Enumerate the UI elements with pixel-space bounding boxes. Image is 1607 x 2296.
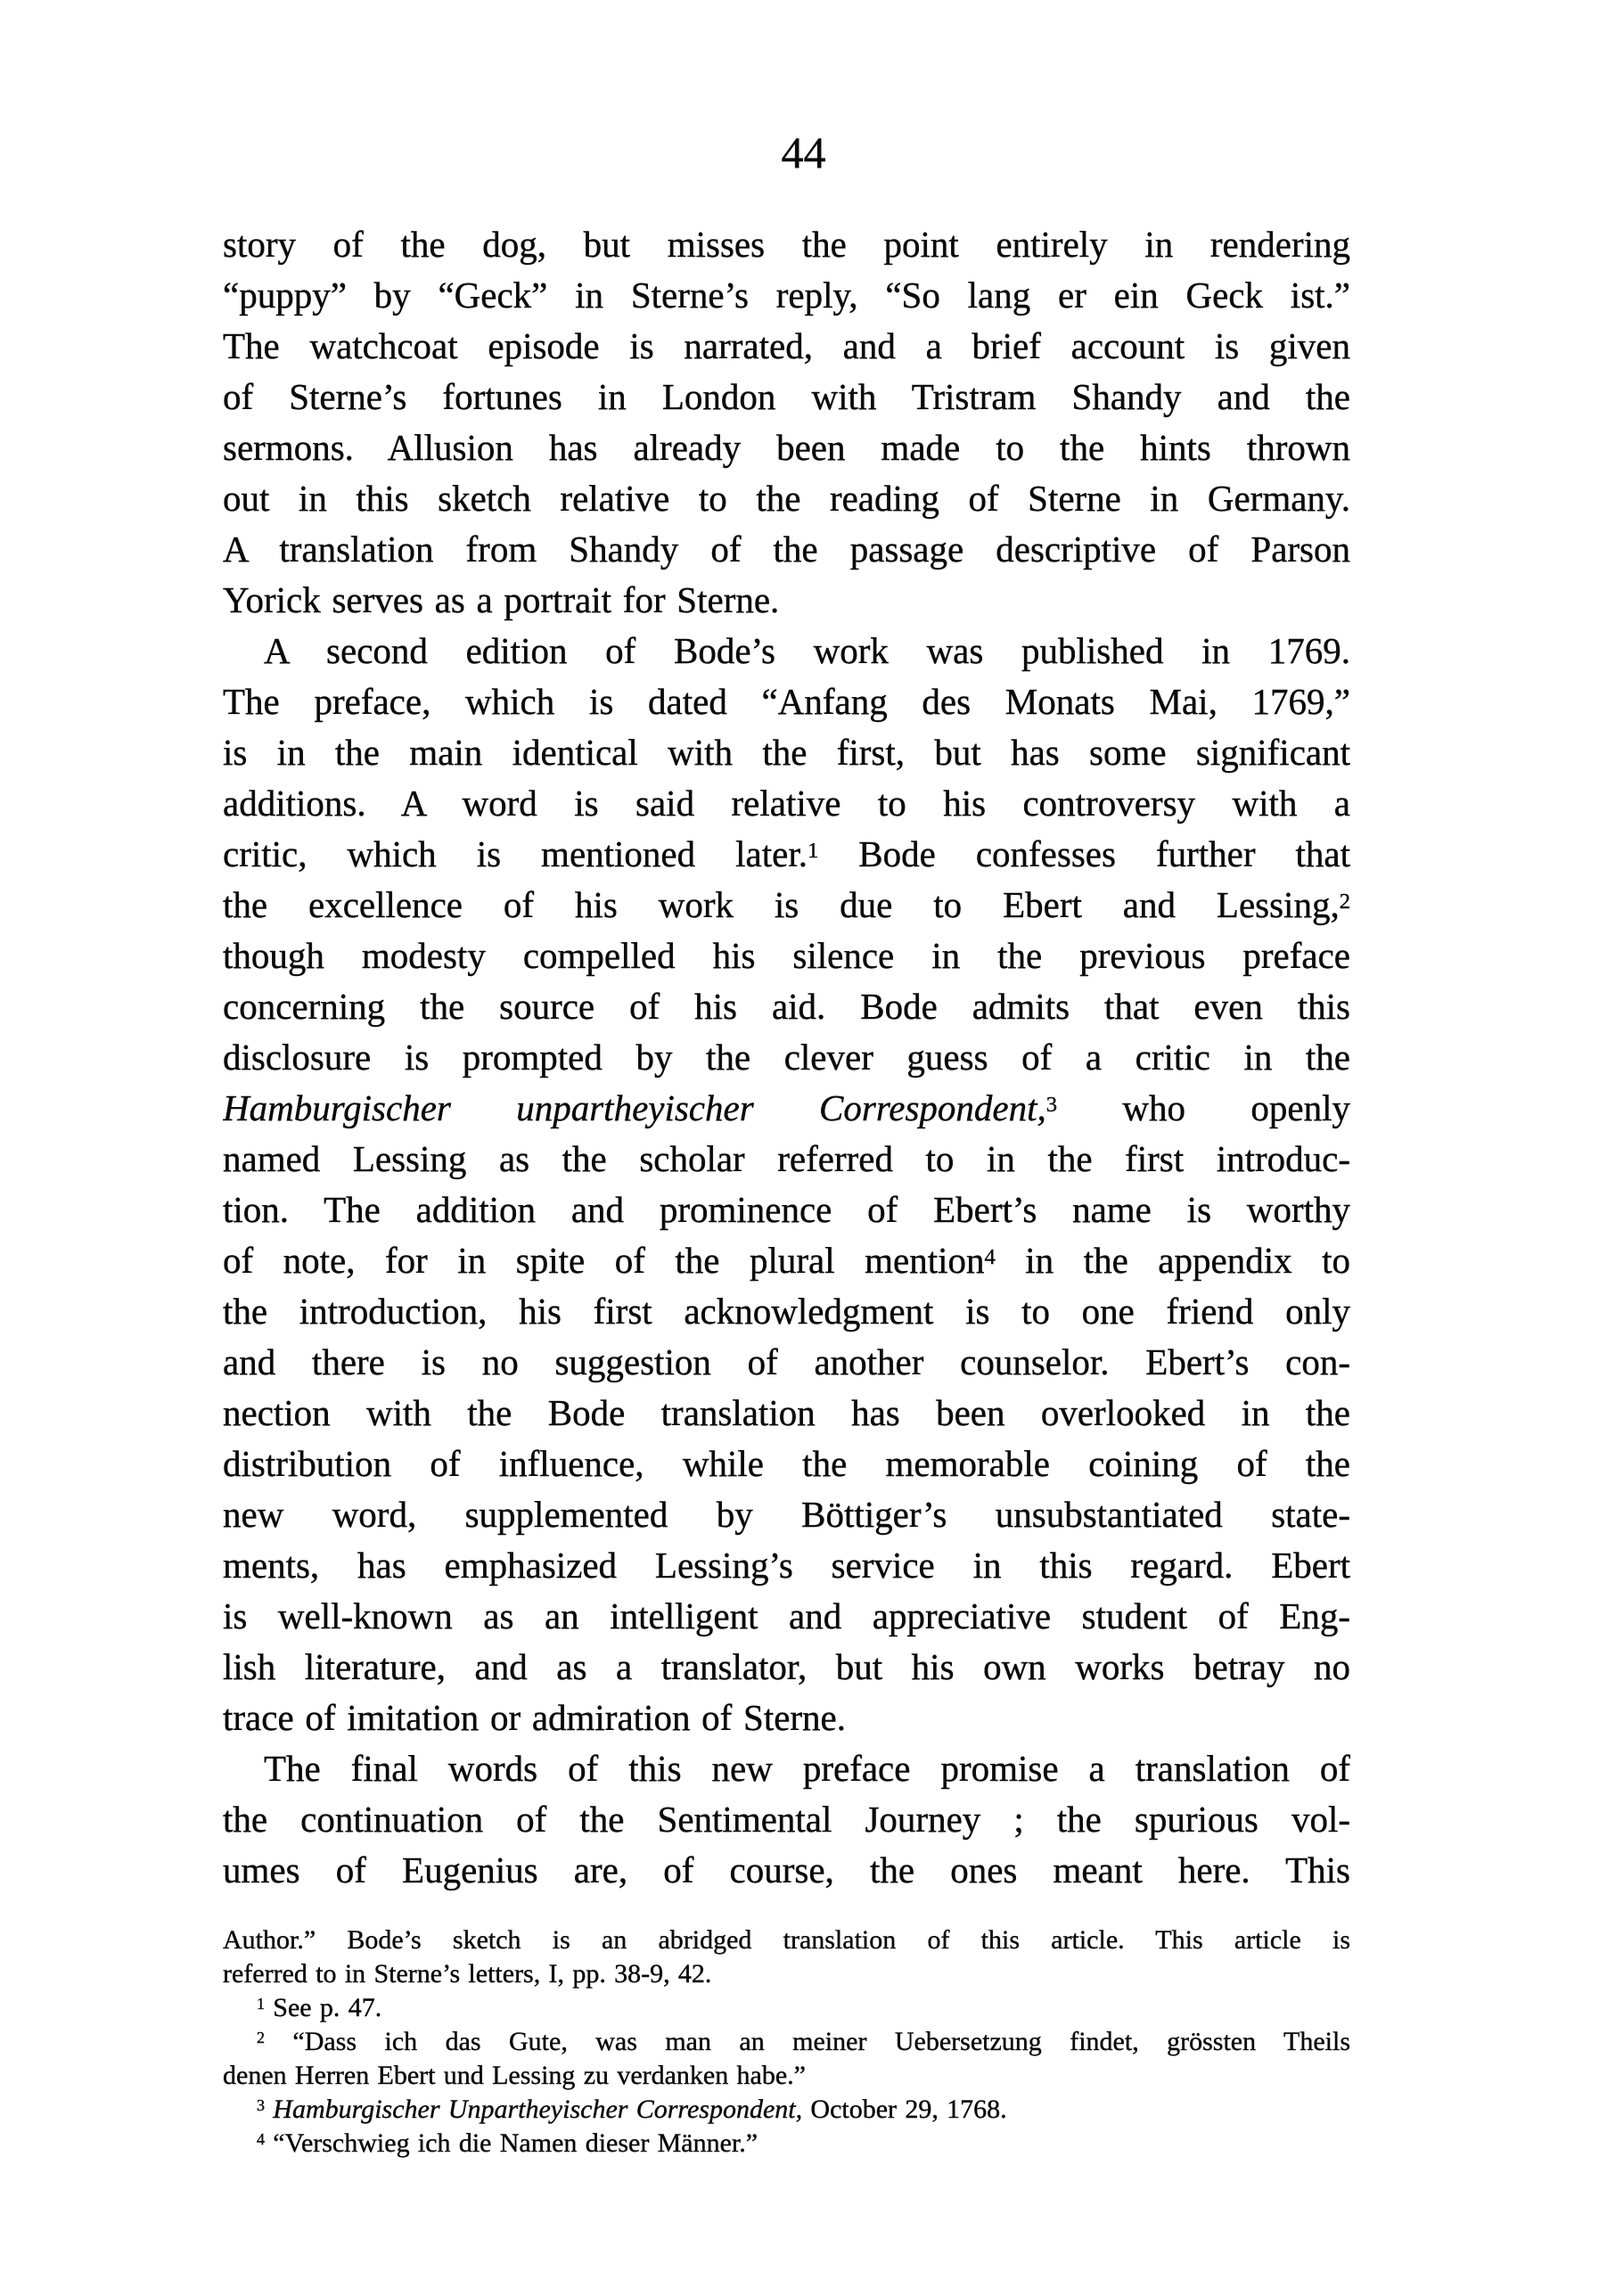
footnote-text: “Dass ich das Gute, was man an meiner Uebersetzung findet, grössten Theils (265, 2027, 1350, 2056)
footnote-marker-4: 4 (257, 2130, 265, 2149)
text-line: additions. A word is said relative to his controversy with a (223, 783, 1350, 824)
text-line: A second edition of Bode’s work was published in 1769. (264, 630, 1350, 671)
footnote-marker-2: 2 (257, 2029, 265, 2047)
footnote-line (223, 2025, 1350, 2059)
text-line: Yorick serves as a portrait for Sterne. (223, 579, 780, 620)
text-line: The preface, which is dated “Anfang des Monats Mai, 1769,” (223, 681, 1350, 722)
paragraph-1 (223, 219, 1350, 626)
text-line: nection with the Bode translation has been overlooked in the (223, 1392, 1350, 1433)
line-text: Bode confesses further that (818, 833, 1350, 874)
body-text (223, 219, 1350, 1896)
text-line (223, 829, 1350, 880)
line-text: in the appendix to (995, 1240, 1350, 1281)
text-line: sermons. Allusion has already been made to the hints thrown (223, 427, 1350, 468)
footnote-line (223, 2127, 1350, 2161)
paragraph-2 (223, 626, 1350, 1743)
text-line: tion. The addition and prominence of Ebert’s name is worthy (223, 1189, 1350, 1230)
page-number: 44 (781, 127, 826, 177)
text-line: distribution of influence, while the memorable coining of the (223, 1443, 1350, 1484)
text-line: out in this sketch relative to the reading of Sterne in Germany. (223, 478, 1350, 519)
text-line: new word, supplemented by Böttiger’s unsubstantiated state- (223, 1494, 1350, 1535)
text-line: The watchcoat episode is narrated, and a brief account is given (223, 325, 1350, 366)
line-text: the excellence of his work is due to Ebert and Lessing, (223, 884, 1340, 925)
footnote-line (223, 2093, 1350, 2127)
footnote-line (223, 1991, 1350, 2025)
text-line: disclosure is prompted by the clever guess of a critic in the (223, 1037, 1350, 1078)
footnote-ref-4: 4 (984, 1244, 996, 1269)
text-line (223, 880, 1350, 931)
footnote-marker-1: 1 (257, 1995, 265, 2013)
line-text: critic, which is mentioned later. (223, 833, 808, 874)
paragraph-3 (223, 1743, 1350, 1896)
footnote-ref-3: 3 (1045, 1092, 1058, 1117)
text-line: ments, has emphasized Lessing’s service in this regard. Ebert (223, 1545, 1350, 1586)
text-line: trace of imitation or admiration of Sterne. (223, 1697, 847, 1738)
text-line: named Lessing as the scholar referred to in the first introduc- (223, 1138, 1350, 1179)
text-line: The final words of this new preface promise a translation of (264, 1748, 1350, 1789)
footnote-ref-1: 1 (807, 838, 819, 863)
footnote-line: Author.” Bode’s sketch is an abridged translation of this article. This article is (223, 1925, 1350, 1955)
journal-title-italic: Hamburgischer unpartheyischer Correspondent, (223, 1087, 1046, 1128)
footnote-ref-2: 2 (1339, 889, 1350, 914)
text-line: and there is no suggestion of another counselor. Ebert’s con- (223, 1341, 1350, 1382)
text-line: the continuation of the Sentimental Journey ; the spurious vol- (223, 1799, 1350, 1840)
text-line: story of the dog, but misses the point entirely in rendering (223, 224, 1350, 265)
footnote-marker-3: 3 (257, 2096, 265, 2115)
journal-title-italic: Hamburgischer Unpartheyischer Correspondent, (265, 2095, 803, 2124)
text-line: lish literature, and as a translator, but his own works betray no (223, 1646, 1350, 1687)
footnotes-block (223, 1923, 1350, 2161)
text-line: A translation from Shandy of the passage descriptive of Parson (223, 529, 1350, 570)
footnote-text: See p. 47. (265, 1993, 382, 2022)
footnote-text: October 29, 1768. (802, 2095, 1007, 2124)
text-line: though modesty compelled his silence in the previous preface (223, 935, 1350, 976)
footnote-text: “Verschwieg ich die Namen dieser Männer.” (265, 2128, 758, 2158)
text-line: umes of Eugenius are, of course, the ones meant here. This (223, 1849, 1350, 1890)
text-line: of Sterne’s fortunes in London with Tristram Shandy and the (223, 376, 1350, 417)
text-line (223, 1235, 1350, 1286)
text-line: is well-known as an intelligent and appreciative student of Eng- (223, 1595, 1350, 1636)
footnote-line: referred to in Sterne’s letters, I, pp. 38-9, 42. (223, 1959, 712, 1988)
text-line: the introduction, his first acknowledgment is to one friend only (223, 1291, 1350, 1332)
footnote-line: denen Herren Ebert und Lessing zu verdanken habe.” (223, 2061, 806, 2090)
text-line: is in the main identical with the first, but has some significant (223, 732, 1350, 773)
text-line: concerning the source of his aid. Bode admits that even this (223, 986, 1350, 1027)
text-line: “puppy” by “Geck” in Sterne’s reply, “So lang er ein Geck ist.” (223, 275, 1350, 316)
line-text: of note, for in spite of the plural mention (223, 1240, 985, 1281)
text-line (223, 1083, 1350, 1134)
line-text: who openly (1057, 1087, 1350, 1128)
